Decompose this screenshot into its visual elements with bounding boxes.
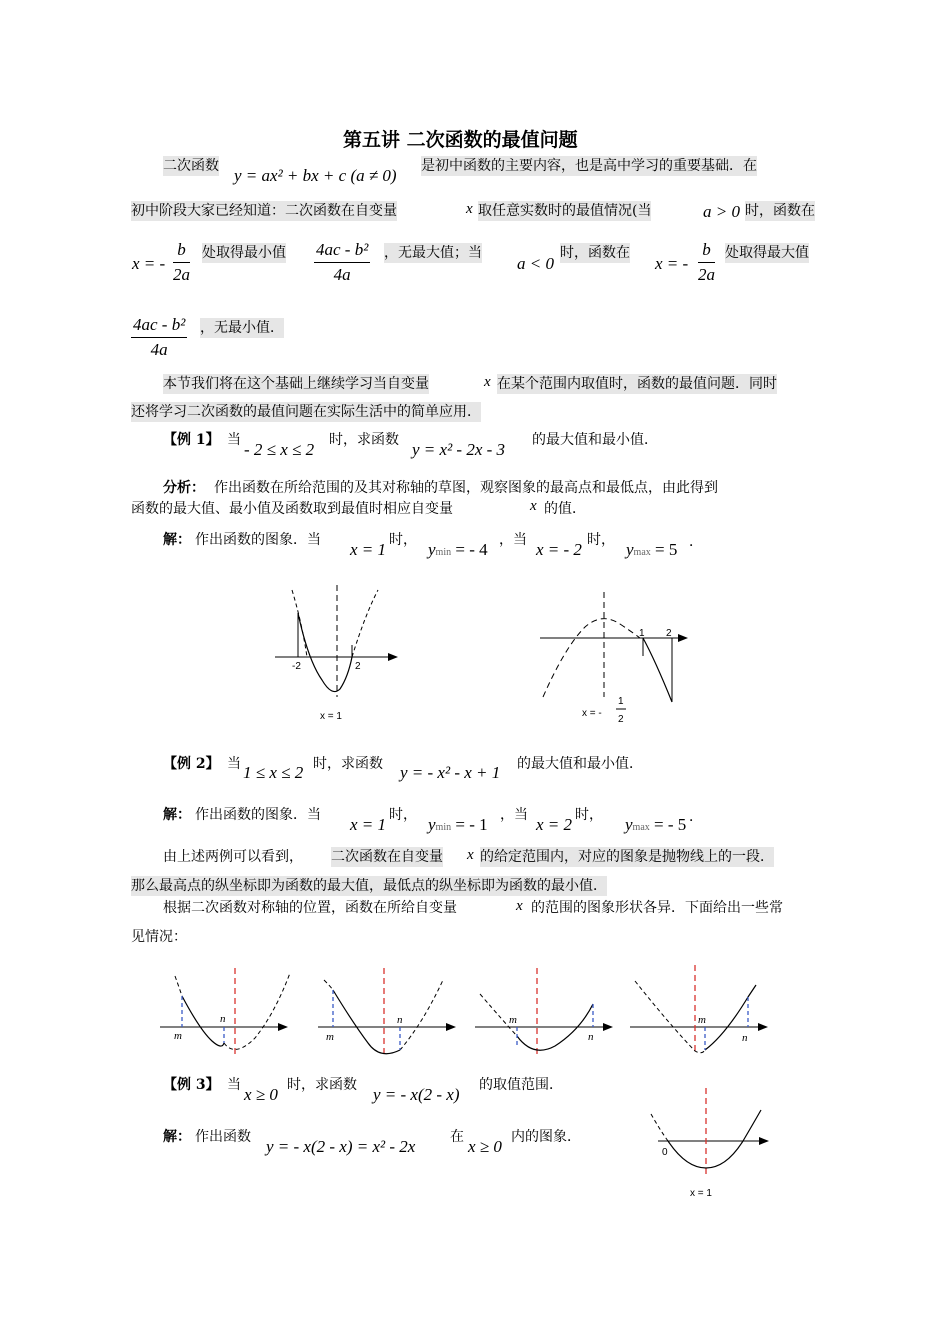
section-text-1b: 在某个范围内取值时，函数的最值问题．同时: [497, 376, 777, 392]
case2-label-m: m: [326, 1031, 334, 1043]
ex3-text-b: 时，求函数: [287, 1077, 357, 1093]
fig1-label-neg2: -2: [292, 661, 301, 672]
ex2-text-a: 当: [227, 756, 241, 772]
ex1-tag: 【例 1】: [163, 432, 220, 448]
case4-label-n: n: [742, 1032, 748, 1044]
ex2-range: 1 ≤ x ≤ 2: [243, 763, 304, 782]
intro-var-x: x: [466, 201, 473, 217]
summary-text-2: 那么最高点的纵坐标即为函数的最大值，最低点的纵坐标即为函数的最小值．: [131, 878, 607, 894]
section-text-2: 还将学习二次函数的最值问题在实际生活中的简单应用．: [131, 404, 481, 420]
ex3-solution-c: 内的图象．: [511, 1129, 581, 1145]
max-value-fraction: $\frac{\text{4ac - b²}}{4a}$: [133, 315, 186, 359]
intro-text-3c: 时，函数在: [560, 245, 630, 261]
ex1-text-a: 当: [227, 432, 241, 448]
figure-ex2-graph: [540, 592, 700, 737]
intro-text-3a: 处取得最小值: [202, 245, 286, 261]
ex1-analysis-2a: 函数的最大值、最小值及函数取到最值时相应自变量: [131, 501, 453, 517]
summary-var-x: x: [467, 847, 474, 863]
case-graph-3: [475, 968, 620, 1058]
ex1-analysis-1: 作出函数在所给范围的及其对称轴的草图，观察图象的最高点和最低点，由此得到: [214, 480, 718, 496]
ex1-solution-a: 作出函数的图象．当: [195, 532, 321, 548]
fig2-axis-num: 1: [618, 696, 624, 707]
fig1-label-2: 2: [355, 661, 361, 672]
summary-text-3b: 的范围的图象形状各异．下面给出一些常: [531, 900, 783, 916]
figure-ex1-graph: [270, 585, 405, 725]
intro-text-1b: 是初中函数的主要内容，也是高中学习的重要基础．在: [421, 158, 757, 174]
ex1-analysis-tag: 分析：: [163, 480, 205, 496]
ex2-solution-c: ，当: [500, 807, 528, 823]
ex1-solution-c: ，当: [499, 532, 527, 548]
ex2-x1: x = 1: [350, 815, 387, 834]
fig3-axis-label: x = 1: [690, 1188, 712, 1199]
ex3-text-c: 的取值范围．: [479, 1077, 563, 1093]
section-var-x: x: [484, 374, 491, 390]
ex1-range: - 2 ≤ x ≤ 2: [244, 440, 315, 459]
ex2-text-c: 的最大值和最小值．: [517, 756, 643, 772]
intro-text-1a: 二次函数: [163, 158, 219, 174]
ex1-solution-b: 时，: [389, 532, 417, 548]
intro-text-3b: ，无最大值；当: [384, 245, 482, 261]
case-graph-4: [630, 965, 775, 1055]
fig2-axis-den: 2: [618, 714, 624, 725]
ex3-solution-function: y = - x(2 - x) = x² - 2x: [266, 1137, 416, 1156]
case3-label-m: m: [509, 1014, 517, 1026]
fig1-axis-label: x = 1: [320, 711, 342, 722]
intro-formula: y = ax² + bx + c (a ≠ 0): [234, 166, 397, 185]
ex1-text-c: 的最大值和最小值．: [532, 432, 658, 448]
case-graph-1: [160, 968, 295, 1058]
ex2-tag: 【例 2】: [163, 756, 220, 772]
ex3-function: y = - x(2 - x): [373, 1085, 460, 1104]
ex1-text-b: 时，求函数: [329, 432, 399, 448]
ex1-x2: x = - 2: [536, 540, 582, 559]
ex2-solution-b: 时，: [389, 807, 417, 823]
ex1-ymin: ymin = - 4: [428, 540, 488, 559]
ex2-solution-tag: 解：: [163, 807, 191, 823]
ex2-solution-a: 作出函数的图象．当: [195, 807, 321, 823]
case1-label-m: m: [174, 1030, 182, 1042]
ex2-x2: x = 2: [536, 815, 573, 834]
intro-x-eq-1: x = -: [132, 254, 166, 273]
vertex-x-fraction-2: $\frac{b}{2a}$: [698, 240, 715, 284]
summary-var-x-2: x: [516, 898, 523, 914]
ex2-text-b: 时，求函数: [313, 756, 383, 772]
summary-text-1a: 由上述两例可以看到，: [163, 849, 303, 865]
summary-text-3a: 根据二次函数对称轴的位置，函数在所给自变量: [163, 900, 457, 916]
case1-label-n: n: [220, 1013, 226, 1025]
ex1-x1: x = 1: [350, 540, 387, 559]
ex1-solution-e: ．: [689, 534, 703, 550]
intro-text-4: ，无最小值．: [200, 320, 284, 336]
ex3-text-a: 当: [227, 1077, 241, 1093]
summary-text-1b: 二次函数在自变量: [331, 849, 443, 865]
ex2-ymax: ymax = - 5: [625, 815, 687, 834]
case3-label-n: n: [588, 1031, 594, 1043]
fig2-axis-label: x = -: [582, 708, 602, 719]
fig3-origin: 0: [662, 1147, 668, 1158]
ex2-function: y = - x² - x + 1: [400, 763, 501, 782]
intro-text-2b: 取任意实数时的最值情况(当: [478, 203, 652, 219]
ex1-function: y = x² - 2x - 3: [412, 440, 506, 459]
intro-cond-neg: a < 0: [517, 254, 554, 273]
ex3-solution-tag: 解：: [163, 1129, 191, 1145]
ex3-solution-range: x ≥ 0: [468, 1137, 502, 1156]
fig2-label-2: 2: [666, 628, 672, 639]
ex3-tag: 【例 3】: [163, 1077, 220, 1093]
figure-ex3-graph: [648, 1088, 778, 1198]
case-graph-2: [318, 968, 463, 1058]
intro-cond-pos: a > 0: [703, 202, 740, 221]
case2-label-n: n: [397, 1014, 403, 1026]
ex1-analysis-var-x: x: [530, 498, 537, 514]
ex3-solution-b: 在: [450, 1129, 464, 1145]
ex1-solution-d: 时，: [587, 532, 615, 548]
ex2-solution-e: ．: [689, 809, 703, 825]
ex3-solution-a: 作出函数: [195, 1129, 251, 1145]
case4-label-m: m: [698, 1014, 706, 1026]
summary-text-1c: 的给定范围内，对应的图象是抛物线上的一段．: [480, 849, 774, 865]
ex1-ymax: ymax = 5: [626, 540, 678, 559]
ex2-ymin: ymin = - 1: [428, 815, 488, 834]
ex3-range: x ≥ 0: [244, 1085, 278, 1104]
min-value-fraction: $\frac{\text{4ac - b²}}{4a}$: [316, 240, 369, 284]
section-text-1a: 本节我们将在这个基础上继续学习当自变量: [163, 376, 429, 392]
page-title: 第五讲 二次函数的最值问题: [343, 129, 578, 151]
intro-x-eq-2: x = -: [655, 254, 689, 273]
fig2-label-1: 1: [639, 628, 645, 639]
intro-text-3d: 处取得最大值: [725, 245, 809, 261]
vertex-x-fraction-1: $\frac{b}{2a}$: [173, 240, 190, 284]
ex1-solution-tag: 解：: [163, 532, 191, 548]
ex2-solution-d: 时，: [575, 807, 603, 823]
intro-text-2c: 时，函数在: [745, 203, 815, 219]
summary-text-4: 见情况：: [131, 929, 187, 945]
intro-text-2a: 初中阶段大家已经知道：二次函数在自变量: [131, 203, 397, 219]
ex1-analysis-2b: 的值．: [544, 501, 586, 517]
